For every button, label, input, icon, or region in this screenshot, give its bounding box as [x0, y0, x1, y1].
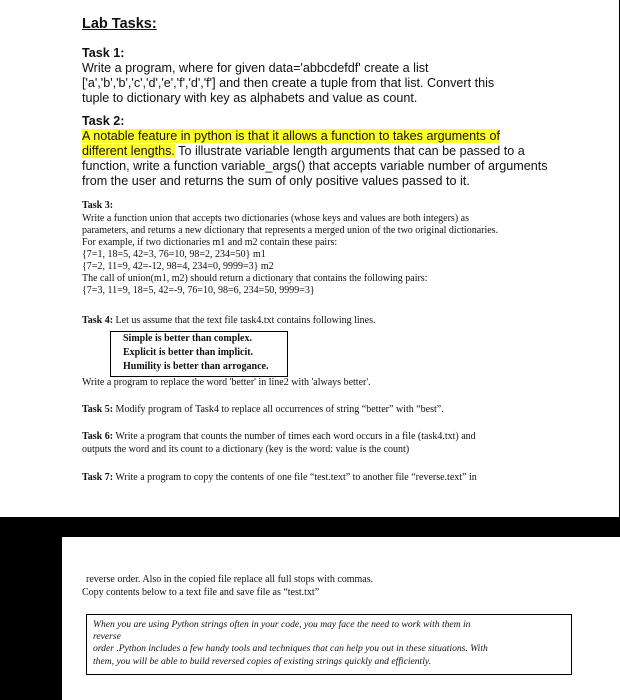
page2-line-1: reverse order. Also in the copied file replace all full stops with commas.	[86, 574, 374, 585]
task1-line-1: Write a program, where for given data='abbcdefdf' create a list	[82, 61, 429, 75]
task2-line-2	[82, 144, 525, 159]
task4-box-line-2: Explicit is better than implicit.	[123, 347, 254, 358]
task3-line-4: {7=1, 18=5, 42=3, 76=10, 98=2, 234=50} m1	[82, 249, 266, 260]
task2-line-2-rest: To illustrate variable length arguments that can be passed to a	[174, 144, 525, 158]
task4-box-line-1: Simple is better than complex.	[123, 333, 252, 344]
task6-body: Write a program that counts the number of times each word occurs in a file (task4.txt) and	[113, 431, 476, 442]
quote-line-4: them, you will be able to build reversed copies of existing strings quickly and efficiently.	[93, 656, 432, 667]
task4-label: Task 4:	[82, 315, 114, 326]
page2-line-2: Copy contents below to a text file and save file as “test.txt”	[82, 587, 320, 598]
task1-line-3: tuple to dictionary with key as alphabets and value as count.	[82, 91, 418, 105]
task3-line-5: {7=2, 11=9, 42=-12, 98=4, 234=0, 9999=3} m2	[82, 261, 274, 272]
task6-line-1	[82, 431, 476, 443]
task6-label: Task 6:	[82, 431, 114, 442]
task4-after: Write a program to replace the word 'better' in line2 with 'always better'.	[82, 377, 371, 388]
task7-text	[82, 472, 477, 484]
quote-box	[86, 614, 572, 675]
task2-highlight-2: different lengths.	[82, 144, 175, 158]
task7-body: Write a program to copy the contents of one file “test.text” to another file “reverse.text” in	[113, 472, 477, 483]
quote-line-3: order .Python includes a few handy tools and techniques that can help you out in these situations. With	[93, 643, 488, 654]
task4-intro-text: Let us assume that the text file task4.txt contains following lines.	[113, 315, 376, 326]
task2-line-3: function, write a function variable_args() that accepts variable number of arguments	[82, 159, 548, 173]
task7-label: Task 7:	[82, 472, 114, 483]
task2-line-1	[82, 129, 500, 144]
task5-label: Task 5:	[82, 404, 114, 415]
task3-line-1: Write a function union that accepts two dictionaries (whose keys and values are both integers) as	[82, 213, 469, 224]
task2-label: Task 2:	[82, 114, 125, 128]
task3-line-3: For example, if two dictionaries m1 and m2 contain these pairs:	[82, 237, 338, 248]
quote-line-1: When you are using Python strings often in your code, you may face the need to work with them in	[93, 619, 471, 630]
quote-line-2: reverse	[93, 631, 121, 642]
task5-text	[82, 404, 444, 416]
task4-intro	[82, 315, 376, 327]
page-title: Lab Tasks:	[82, 16, 157, 32]
task6-line-2: outputs the word and its count to a dictionary (key is the word: value is the count)	[82, 444, 410, 455]
task3-line-6: The call of union(m1, m2) should return a dictionary that contains the following pairs:	[82, 273, 428, 284]
task3-label: Task 3:	[82, 200, 114, 211]
task4-box-line-3: Humility is better than arrogance.	[123, 361, 269, 372]
task4-text-box	[110, 331, 288, 377]
task2-highlight-1: A notable feature in python is that it allows a function to takes arguments of	[82, 129, 500, 143]
task3-line-2: parameters, and returns a new dictionary that represents a merged union of the two original dictionaries.	[82, 225, 499, 236]
task1-line-2: ['a','b','b','c','d','e','f','d','f'] and then create a tuple from that list. Convert this	[82, 76, 495, 90]
task1-label: Task 1:	[82, 46, 125, 60]
task5-body: Modify program of Task4 to replace all occurrences of string “better” with “best”.	[113, 404, 444, 415]
task2-line-4: from the user and returns the sum of only positive values passed to it.	[82, 174, 470, 188]
task3-line-7: {7=3, 11=9, 18=5, 42=-9, 76=10, 98=6, 234=50, 9999=3}	[82, 285, 315, 296]
